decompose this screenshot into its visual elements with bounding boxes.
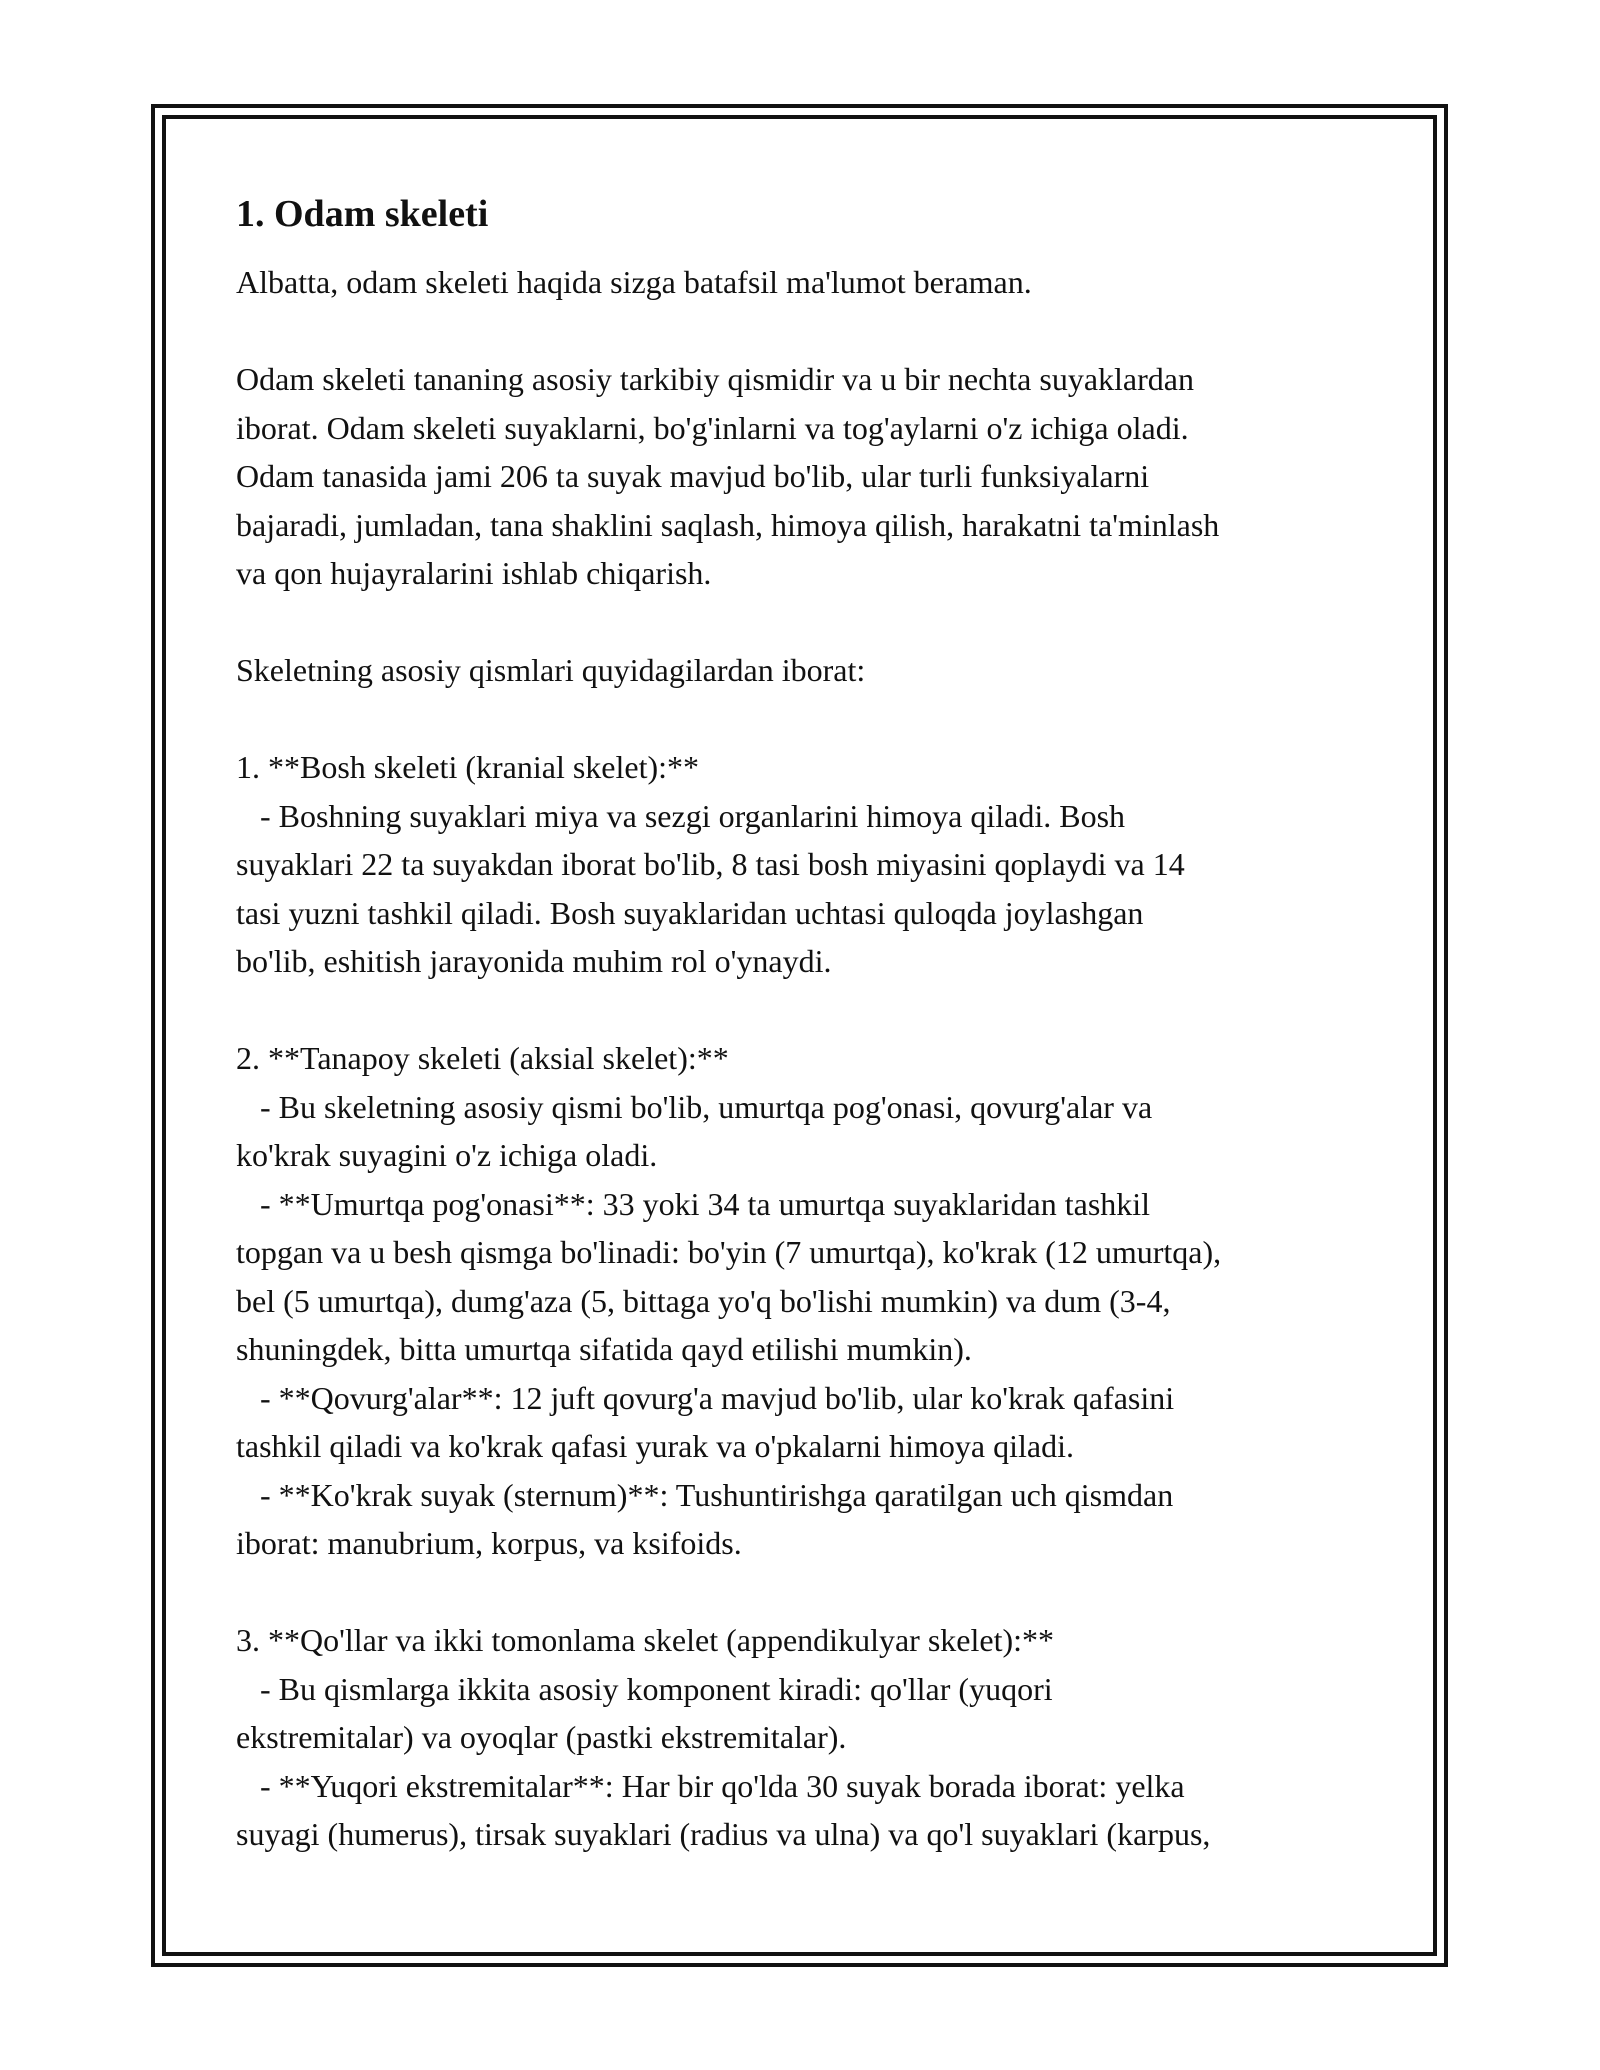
text-line: 3. **Qo'llar va ikki tomonlama skelet (appendikulyar skelet):** <box>236 1622 1054 1658</box>
text-line: bo'lib, eshitish jarayonida muhim rol o'ynaydi. <box>236 943 832 979</box>
paragraph <box>236 646 1376 695</box>
paragraph-gap <box>236 986 1376 1035</box>
text-line: ekstremitalar) va oyoqlar (pastki ekstremitalar). <box>236 1719 847 1755</box>
text-line: shuningdek, bitta umurtqa sifatida qayd etilishi mumkin). <box>236 1331 972 1367</box>
paragraph-gap <box>236 307 1376 356</box>
text-line: Odam tanasida jami 206 ta suyak mavjud bo'lib, ular turli funksiyalarni <box>236 458 1150 494</box>
text-line: ko'krak suyagini o'z ichiga oladi. <box>236 1137 658 1173</box>
text-line: - **Yuqori ekstremitalar**: Har bir qo'lda 30 suyak borada iborat: yelka <box>236 1767 1185 1804</box>
text-line: Albatta, odam skeleti haqida sizga batafsil ma'lumot beraman. <box>236 264 1032 300</box>
paragraph <box>236 355 1376 598</box>
text-line: tasi yuzni tashkil qiladi. Bosh suyaklaridan uchtasi quloqda joylashgan <box>236 894 1144 931</box>
text-line: tashkil qiladi va ko'krak qafasi yurak va o'pkalarni himoya qiladi. <box>236 1428 1074 1464</box>
text-line: 1. **Bosh skeleti (kranial skelet):** <box>236 749 700 785</box>
text-line: Skeletning asosiy qismlari quyidagilardan iborat: <box>236 652 866 688</box>
paragraph-gap <box>236 695 1376 744</box>
paragraph-gap <box>236 1568 1376 1617</box>
text-line: - Bu qismlarga ikkita asosiy komponent kiradi: qo'llar (yuqori <box>236 1670 1053 1707</box>
text-line: suyaklari 22 ta suyakdan iborat bo'lib, 8 tasi bosh miyasini qoplaydi va 14 <box>236 846 1185 882</box>
text-line: topgan va u besh qismga bo'linadi: bo'yin (7 umurtqa), ko'krak (12 umurtqa), <box>236 1234 1222 1270</box>
text-line: 2. **Tanapoy skeleti (aksial skelet):** <box>236 1040 729 1076</box>
paragraph-gap <box>236 598 1376 647</box>
text-line: - **Ko'krak suyak (sternum)**: Tushuntirishga qaratilgan uch qismdan <box>236 1476 1174 1513</box>
document-body <box>236 184 1376 1859</box>
text-line: - Boshning suyaklari miya va sezgi organlarini himoya qiladi. Bosh <box>236 797 1126 834</box>
document-title: 1. Odam skeleti <box>236 193 489 235</box>
text-line: iborat. Odam skeleti suyaklarni, bo'g'inlarni va tog'aylarni o'z ichiga oladi. <box>236 409 1189 446</box>
paragraph <box>236 1616 1376 1859</box>
paragraph <box>236 258 1376 307</box>
text-line: - Bu skeletning asosiy qismi bo'lib, umurtqa pog'onasi, qovurg'alar va <box>236 1088 1153 1125</box>
paragraph-list <box>236 258 1376 1859</box>
text-line: - **Umurtqa pog'onasi**: 33 yoki 34 ta umurtqa suyaklaridan tashkil <box>236 1185 1151 1222</box>
text-line: bel (5 umurtqa), dumg'aza (5, bittaga yo'q bo'lishi mumkin) va dum (3-4, <box>236 1282 1171 1319</box>
text-line: - **Qovurg'alar**: 12 juft qovurg'a mavjud bo'lib, ular ko'krak qafasini <box>236 1379 1175 1416</box>
text-line: Odam skeleti tananing asosiy tarkibiy qismidir va u bir nechta suyaklardan <box>236 361 1194 397</box>
paragraph <box>236 1034 1376 1568</box>
paragraph <box>236 743 1376 986</box>
text-line: iborat: manubrium, korpus, va ksifoids. <box>236 1525 742 1561</box>
text-line: va qon hujayralarini ishlab chiqarish. <box>236 555 712 591</box>
text-line: bajaradi, jumladan, tana shaklini saqlash, himoya qilish, harakatni ta'minlash <box>236 506 1220 543</box>
text-line: suyagi (humerus), tirsak suyaklari (radius va ulna) va qo'l suyaklari (karpus, <box>236 1816 1211 1852</box>
